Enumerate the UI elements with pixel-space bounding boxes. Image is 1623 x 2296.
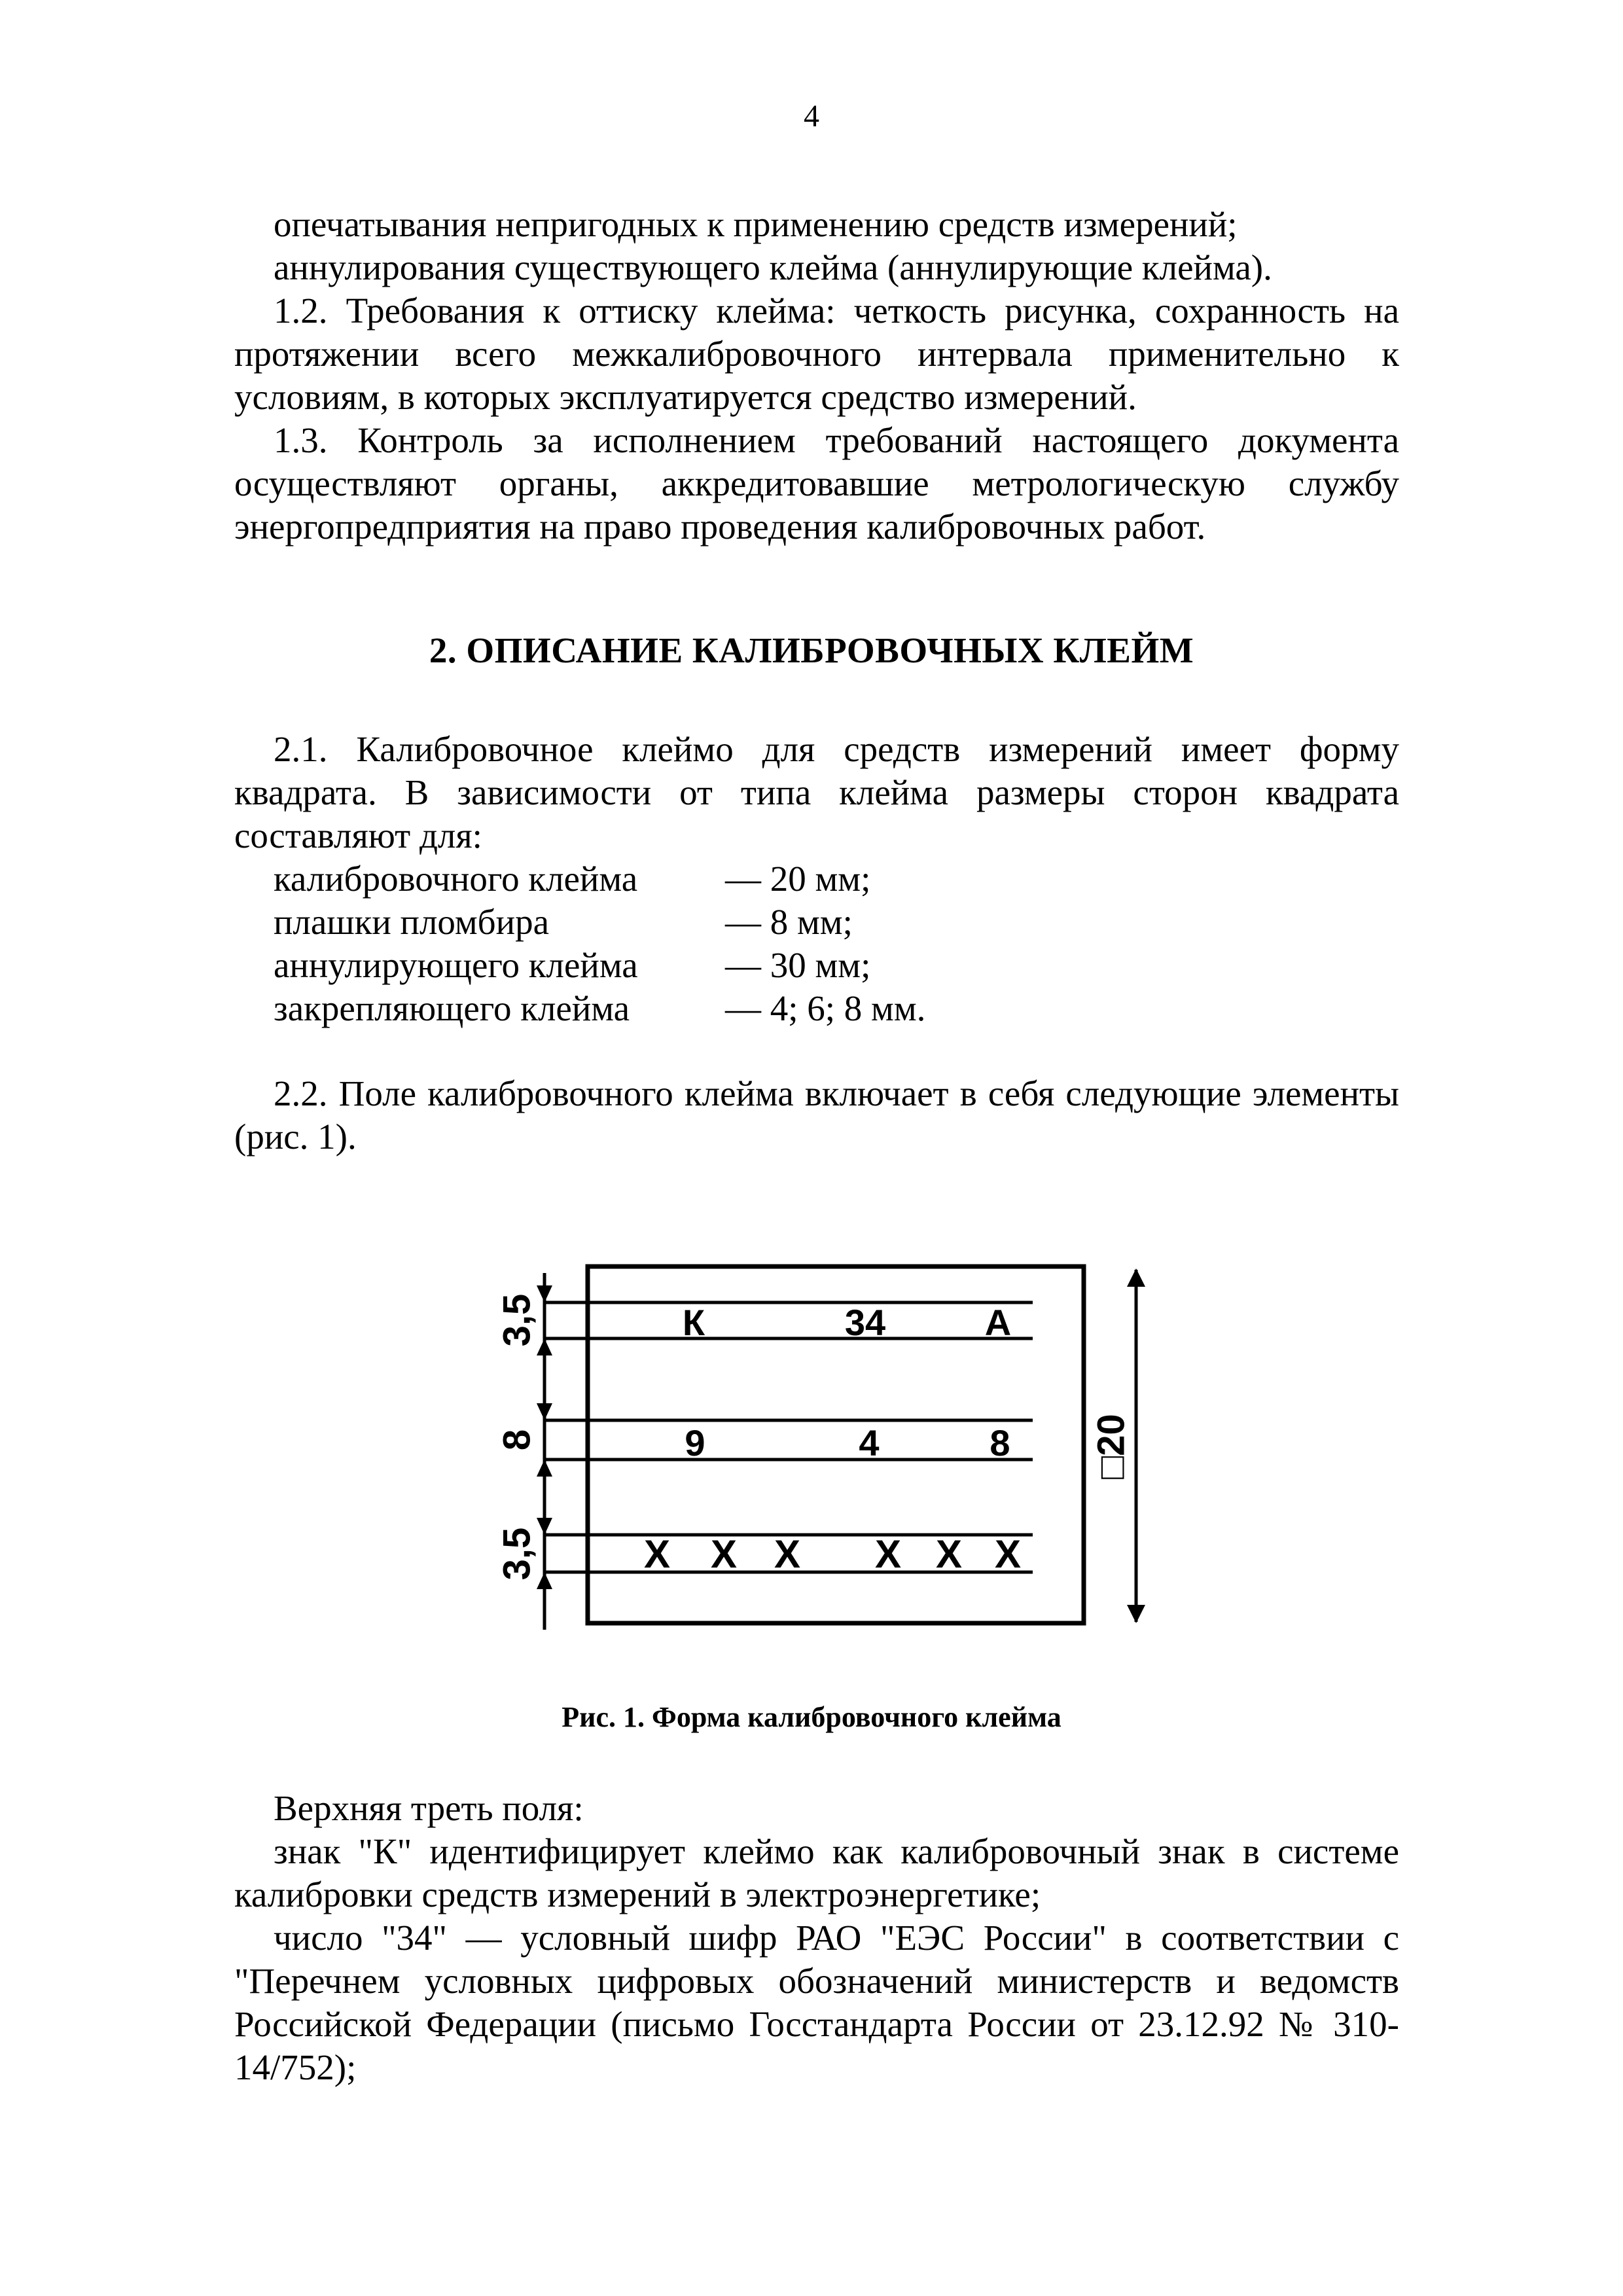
paragraph-2-1: 2.1. Калибровочное клеймо для средств измерений имеет форму квадрата. В зависимости от типа клейма размеры сторон квадрата составляют для:	[234, 729, 1399, 855]
page-number: 4	[804, 99, 819, 134]
row3-cross: Х	[994, 1532, 1022, 1576]
size-row	[274, 857, 925, 901]
size-value: — 20 мм;	[725, 859, 871, 899]
row3-cross: Х	[643, 1532, 671, 1576]
size-name: плашки пломбира	[274, 902, 550, 942]
row2-digit-4: 4	[859, 1422, 880, 1463]
row1-letter-a: А	[984, 1302, 1012, 1343]
paragraph-1-2: 1.2. Требования к оттиску клейма: четкость рисунка, сохранность на протяжении всего межкалибровочного интервала применительно к условиям, в которых эксплуатируется средство измерений.	[234, 291, 1399, 417]
upper-third-title: Верхняя треть поля:	[274, 1788, 584, 1828]
size-value: — 8 мм;	[725, 902, 853, 942]
section-heading: 2. ОПИСАНИЕ КАЛИБРОВОЧНЫХ КЛЕЙМ	[429, 630, 1194, 670]
row3-cross: Х	[935, 1532, 963, 1576]
number-34-paragraph: число "34" — условный шифр РАО "ЕЭС России" в соответствии с "Перечнем условных цифровых обозначений министерств и ведомств Российской Федерации (письмо Госстандарта России от 23.12.92 № 310-14/752);	[234, 1918, 1399, 2087]
row1-number-34: 34	[844, 1302, 886, 1343]
size-name: калибровочного клейма	[274, 859, 638, 899]
row2-digit-8: 8	[990, 1422, 1010, 1463]
right-arrow-bottom	[1127, 1605, 1145, 1623]
size-row	[274, 944, 925, 987]
sizes-list	[274, 857, 925, 1030]
right-arrow-top	[1127, 1268, 1145, 1287]
size-row	[274, 901, 925, 944]
stamp-figure	[471, 1247, 1178, 1653]
paragraph-2-2: 2.2. Поле калибровочного клейма включает в себя следующие элементы (рис. 1).	[234, 1073, 1399, 1157]
paragraph-1-3: 1.3. Контроль за исполнением требований настоящего документа осуществляют органы, аккредитовавшие метрологическую службу энергопредприятия на право проведения калибровочных работ.	[234, 420, 1399, 547]
dim-label-middle: 8	[495, 1429, 539, 1451]
row2-digit-9: 9	[685, 1422, 705, 1463]
intro-line-1: опечатывания непригодных к применению средств измерений;	[274, 204, 1238, 244]
row3-cross: Х	[874, 1532, 902, 1576]
row3-cross: Х	[710, 1532, 738, 1576]
row1-letter-k: К	[682, 1302, 705, 1343]
size-row	[274, 987, 925, 1030]
dim-label-side: □20	[1090, 1414, 1133, 1479]
size-name: закрепляющего клейма	[274, 988, 630, 1028]
size-value: — 30 мм;	[725, 945, 871, 985]
k-sign-paragraph: знак "К" идентифицирует клеймо как калибровочный знак в системе калибровки средств измерений в электроэнергетике;	[234, 1831, 1399, 1914]
intro-line-2: аннулирования существующего клейма (аннулирующие клейма).	[274, 247, 1272, 287]
size-value: — 4; 6; 8 мм.	[725, 988, 926, 1028]
size-name: аннулирующего клейма	[274, 945, 638, 985]
row3-cross: Х	[774, 1532, 801, 1576]
figure-caption: Рис. 1. Форма калибровочного клейма	[562, 1701, 1061, 1733]
dim-label-top: 3,5	[495, 1293, 539, 1347]
dim-label-bottom: 3,5	[495, 1527, 539, 1581]
